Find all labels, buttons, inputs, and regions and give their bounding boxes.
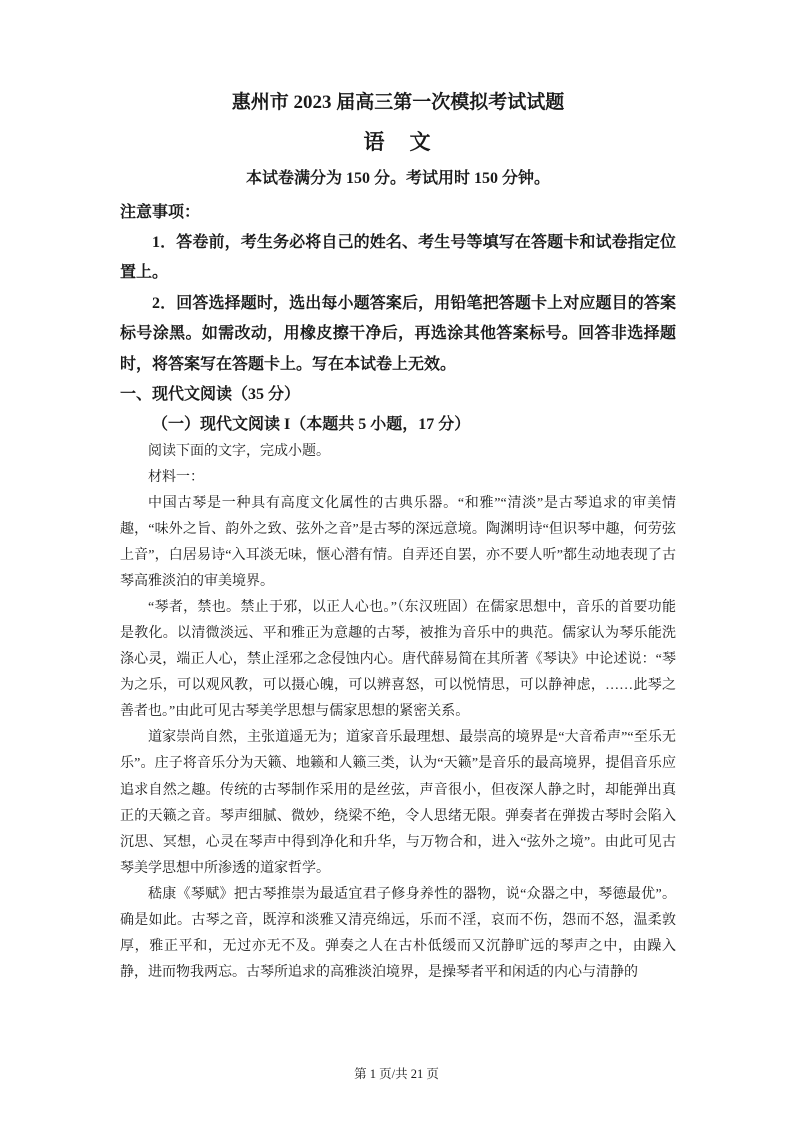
page-footer: 第 1 页/共 21 页	[354, 1067, 439, 1081]
body-paragraph-2: “琴者，禁也。禁止于邪，以正人心也。”（东汉班固）在儒家思想中，音乐的首要功能是教化。以清微淡远、平和雅正为意趣的古琴，被推为音乐中的典范。儒家认为琴乐能洗涤心灵，端正人心，禁止淫邪之念侵蚀内心。唐代薛易简在其所著《琴诀》中论述说：“琴为之乐，可以观风教，可以摄心魄，可以辨喜怒，可以悦情思，可以静神虑，……此琴之善者也。”由此可见古琴美学思想与儒家思想的紧密关系。	[120, 600, 676, 720]
reading-instruction: 阅读下面的文字，完成小题。	[148, 444, 330, 460]
notice-heading: 注意事项：	[120, 204, 201, 222]
exam-info-line: 本试卷满分为 150 分。考试用时 150 分钟。	[245, 169, 550, 187]
section-heading: 一、现代文阅读（35 分）	[120, 385, 301, 403]
material-label: 材料一：	[148, 470, 204, 486]
notice-item-2: 2．回答选择题时，选出每小题答案后，用铅笔把答题卡上对应题目的答案标号涂黑。如需改动，用橡皮擦干净后，再选涂其他答案标号。回答非选择题时，将答案写在答题卡上。写在本试卷上无效。	[120, 294, 676, 373]
notice-item-1: 1．答卷前，考生务必将自己的姓名、考生号等填写在答题卡和试卷指定位置上。	[120, 233, 676, 282]
subsection-heading: （一）现代文阅读 I（本题共 5 小题，17 分）	[152, 415, 471, 433]
body-paragraph-3: 道家崇尚自然，主张道遥无为；道家音乐最理想、最崇高的境界是“大音希声”“至乐无乐”。庄子将音乐分为天籁、地籁和人籁三类，认为“天籁”是音乐的最高境界，提倡音乐应追求自然之趣。传统的古琴制作采用的是丝弦，声音很小，但夜深人静之时，却能弹出真正的天籁之音。琴声细腻、微妙，绕梁不绝，令人思绪无限。弹奏者在弹拨古琴时会陷入沉思、冥想，心灵在琴声中得到净化和升华，与万物合和，进入“弦外之境”。由此可见古琴美学思想中所渗透的道家哲学。	[120, 730, 676, 876]
body-paragraph-1: 中国古琴是一种具有高度文化属性的古典乐器。“和雅”“清淡”是古琴追求的审美情趣，“味外之旨、韵外之致、弦外之音”是古琴的深远意境。陶渊明诗“但识琴中趣，何劳弦上音”，白居易诗“入耳淡无味，惬心潜有情。自弄还自罢，亦不要人听”都生动地表现了古琴高雅淡泊的审美境界。	[120, 496, 676, 590]
body-paragraph-4: 嵇康《琴赋》把古琴推崇为最适宜君子修身养性的器物，说“众器之中，琴德最优”。确是如此。古琴之音，既淳和淡雅又清亮绵远，乐而不淫，哀而不伤，怨而不怒，温柔敦厚，雅正平和，无过亦无不及。弹奏之人在古朴低缓而又沉静旷远的琴声之中，由躁入静，进而物我两忘。古琴所追求的高雅淡泊境界，是操琴者平和闲适的内心与清静的	[120, 886, 676, 980]
page-title: 惠州市 2023 届高三第一次模拟考试试题	[231, 92, 565, 113]
subject-title: 语 文	[363, 129, 433, 154]
